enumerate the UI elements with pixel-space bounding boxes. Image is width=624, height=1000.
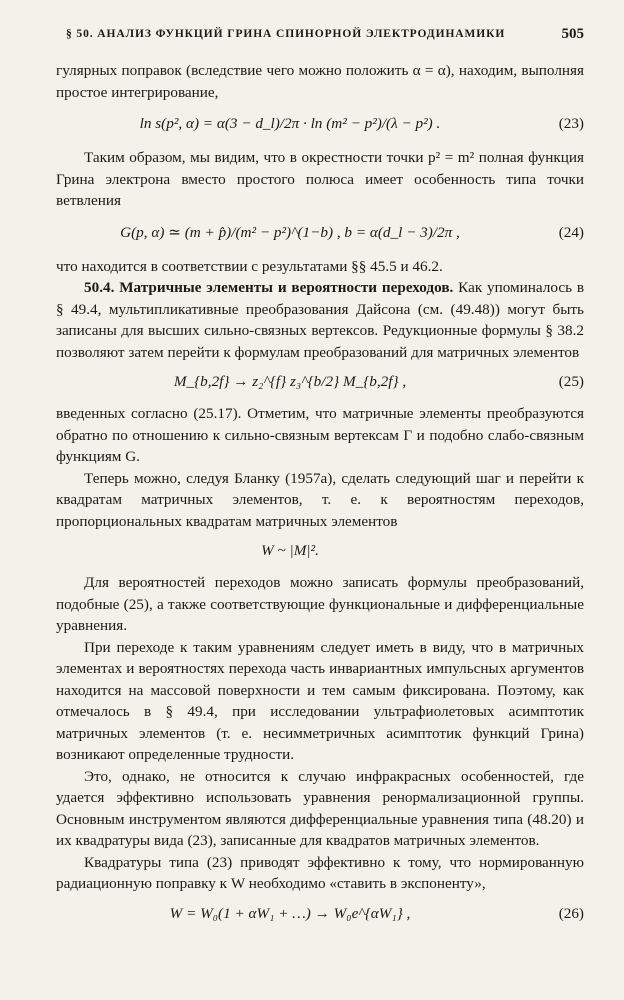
equation-expression: ln s(p², α) = α(3 − d_l)/2π · ln (m² − p²)/(λ − p²) . <box>139 115 441 132</box>
equation-expression: W = W₀(1 + αW₁ + …) → W₀e^{αW₁} , <box>169 904 411 922</box>
equation-26 <box>56 897 584 931</box>
equation-number: (25) <box>558 373 584 390</box>
equation-24 <box>56 214 584 252</box>
paragraph: Для вероятностей переходов можно записать формулы преобразований, подобные (25), а также соответствующие функциональные и дифференциальные уравнения. <box>56 574 584 634</box>
paragraph: Таким образом, мы видим, что в окрестности точки p² = m² полная функция Грина электрона вместо простого полюса имеет особенность типа точки ветвления <box>56 149 584 209</box>
paragraph: введенных согласно (25.17). Отметим, что матричные элементы преобразуются обратно по отношению к сильно-связным вертексам Γ и подобно слабо-связным функциям G. <box>56 405 584 465</box>
equation-25 <box>56 365 584 399</box>
equation-number: (26) <box>558 904 584 922</box>
equation-expression: W ~ |M|². <box>261 542 319 559</box>
header-title: § 50. АНАЛИЗ ФУНКЦИЙ ГРИНА СПИНОРНОЙ ЭЛЕКТРОДИНАМИКИ <box>66 28 506 40</box>
paragraph: При переходе к таким уравнениям следует иметь в виду, что в матричных элементах и вероятностях перехода часть инвариантных импульсных аргументов находится на массовой поверхности и тем самым фиксирована. Поэтому, как отмечалось в § 49.4, при исследовании ультрафиолетовых асимптотик матричных элементов (т. е. несимметричных асимптотик функций Грина) возникают определенные трудности. <box>56 638 584 763</box>
paragraph: гулярных поправок (вследствие чего можно положить α = α), находим, выполняя простое интегрирование, <box>56 62 584 101</box>
paragraph: Квадратуры типа (23) приводят эффективно к тому, что нормированную радиационную поправку к W необходимо «ставить в экспоненту», <box>56 853 584 892</box>
equation-expression: M_{b,2f} → z₂^{f} z₃^{b/2} M_{b,2f} , <box>173 373 407 390</box>
equation-expression: G(p, α) ≃ (m + p̂)/(m² − p²)^(1−b) , b = α(d_l − 3)/2π , <box>120 223 460 241</box>
equation-number: (24) <box>558 223 584 241</box>
section-text: Как упоминалось в § 49.4, мультипликативные преобразования Дайсона (см. (49.48)) могут быть записаны для высших сильно-связных вертексов. Редукционные формулы § 38.2 позволяют затем перейти к формулам преобразований для матричных элементов <box>56 279 584 361</box>
running-header <box>66 26 584 48</box>
paragraph: Это, однако, не относится к случаю инфракрасных особенностей, где удается эффективно использовать уравнения ренормализационной группы. Основным инструментом являются дифференциальные уравнения типа (48.20) и их квадратуры вида (23), записанные для квадратов матричных элементов. <box>56 767 584 849</box>
equation-number: (23) <box>558 115 584 132</box>
page-number: 505 <box>561 26 584 42</box>
equation-w-m <box>56 534 584 568</box>
paragraph: Теперь можно, следуя Бланку (1957а), сделать следующий шаг и перейти к квадратам матричных элементов, т. е. к вероятностям переходов, пропорциональных квадратам матричных элементов <box>56 469 584 530</box>
section-paragraph <box>56 277 584 363</box>
paragraph: что находится в соответствии с результатами §§ 45.5 и 46.2. <box>56 257 443 275</box>
section-title: 50.4. Матричные элементы и вероятности переходов. <box>84 279 454 296</box>
page-body <box>56 60 584 935</box>
equation-23 <box>56 105 584 143</box>
